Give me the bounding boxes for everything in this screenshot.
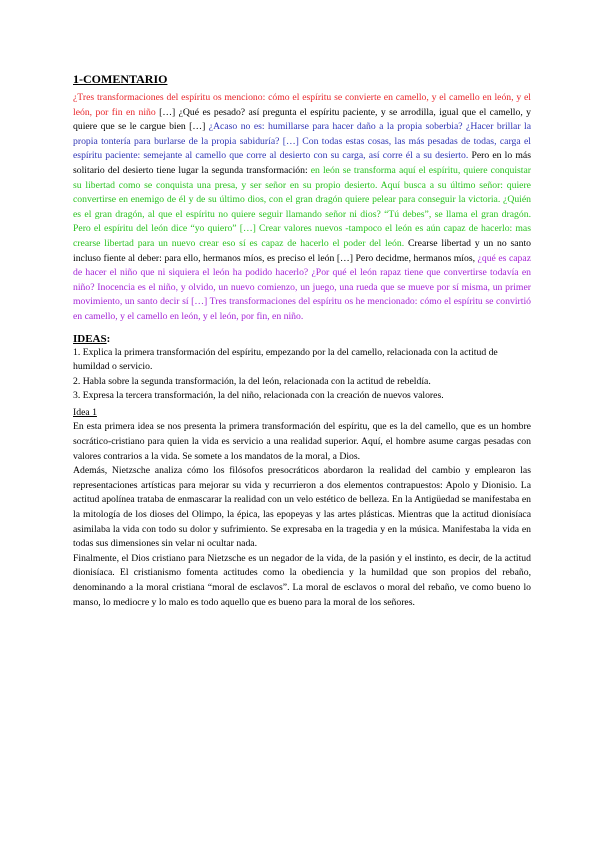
document-page: [73, 72, 531, 610]
idea1-paragraph: En esta primera idea se nos presenta la primera transformación del espíritu, que es la del camello, que es un hombre socrático-cristiano para quien la vida es servicio a una realidad superior. Aquí, el hombre asume cargas pesadas con valores contrarios a la vida. Se somete a los mandatos de la moral, a Dios.: [73, 421, 531, 462]
ideas-heading-label: IDEAS: [73, 332, 107, 345]
idea1-body: [73, 420, 531, 610]
quoted-text: [73, 91, 531, 325]
ideas-heading-colon: :: [106, 332, 111, 345]
quoted-paragraph: [73, 91, 531, 325]
ideas-heading: [73, 332, 531, 346]
ideas-list-item: 1. Explica la primera transformación del espíritu, empezando por la del camello, relacionada con la actitud de humildad o servicio.: [73, 346, 498, 373]
ideas-list-item: 3. Expresa la tercera transformación, la del niño, relacionada con la creación de nuevos valores.: [73, 390, 444, 402]
quote-segment-camello: ¿Acaso no es: humillarse para hacer daño a la propia soberbia? ¿Hacer brillar la propia tontería para burlarse de la propia sabiduría? […] Con todas estas cosas, las más pesadas de todas, carga el espíritu paciente: semejante al camello que corre al desierto con su carga, así corre él a su desierto.: [73, 121, 531, 162]
idea1-paragraph: Finalmente, el Dios cristiano para Nietzsche es un negador de la vida, de la pasión y el instinto, es decir, de la actitud dionisíaca. El cristianismo fomenta actitudes como la obediencia y la humildad que son propios del rebaño, denominando a la moral cristiana “moral de esclavos”. La moral de esclavos o moral del rebaño, ve como bueno lo manso, lo mediocre y lo malo es todo aquello que es bueno para la moral de los señores.: [73, 552, 531, 608]
ideas-list-item: 2. Habla sobre la segunda transformación, la del león, relacionada con la actitud de rebeldía.: [73, 375, 431, 387]
quote-segment-pesado: […] ¿Qué es pesado? así pregunta el espíritu paciente, y se arrodilla, igual que el camello, y quiere que se le cargue bien […]: [73, 106, 531, 133]
ideas-list: [73, 346, 531, 404]
quote-segment-desierto: Pero en lo más solitario del desierto tiene lugar la segunda transformación:: [73, 150, 531, 176]
quote-segment-camello-intro: ¿Tres transformaciones del espíritu os menciono: cómo el espíritu se convierte en camello, y el camello en león, y el león, por fin en niño: [73, 92, 531, 118]
comentario-heading: 1-COMENTARIO: [73, 72, 168, 86]
quote-segment-libertad: Crearse libertad y un no santo incluso fiente al deber: para ello, hermanos míos, es preciso el león […] Pero decidme, hermanos míos,: [73, 237, 531, 264]
quote-segment-leon: en león se transforma aquí el espíritu, quiere conquistar su libertad como se conquista una presa, y ser señor en su propio desierto. Aquí busca a su último señor: quiere convertirse en enemigo de él y de su último dios, con el gran dragón quiere pelear para conseguir la victoria. ¿Quién es el gran dragón, al que el espíritu no quiere seguir llamando señor ni dios? “Tú debes”, se llama el gran dragón. Pero el espíritu del león dice “yo quiero” […] Crear valores nuevos -tampoco el león es aún capaz de hacerlo: mas crearse libertad para un nuevo crear eso sí es capaz de hacerlo el poder del león.: [73, 164, 531, 249]
idea1-heading: Idea 1: [73, 406, 97, 418]
quote-segment-nino: ¿qué es capaz de hacer el niño que ni siquiera el león ha podido hacerlo? ¿Por qué el león rapaz tiene que convertirse todavía en niño? Inocencia es el niño, y olvido, un nuevo comienzo, un juego, una rueda que se mueve por sí misma, un primer movimiento, un santo decir sí […] Tres transformaciones del espíritu os he mencionado: cómo el espíritu se convirtió en camello, y el camello en león, y el león, por fin, en niño.: [73, 252, 532, 322]
idea1-paragraph: Además, Nietzsche analiza cómo los filósofos presocráticos abordaron la realidad del cambio y emplearon las representaciones artísticas para mejorar su vida y recurrieron a dos elementos contrapuestos: Apolo y Dionisio. La actitud apolínea trataba de enmascarar la realidad con un velo estético de belleza. En la Antigüedad se manifestaba en la mitología de los dioses del Olimpo, la épica, las epopeyas y las artes plásticas. Mientras que la actitud dionisíaca asimilaba la vida con todo su dolor y sufrimiento. Se expresaba en la tragedia y en la música. Manifestaba la vida en todas sus dimensiones sin velar ni ocultar nada.: [73, 465, 531, 550]
